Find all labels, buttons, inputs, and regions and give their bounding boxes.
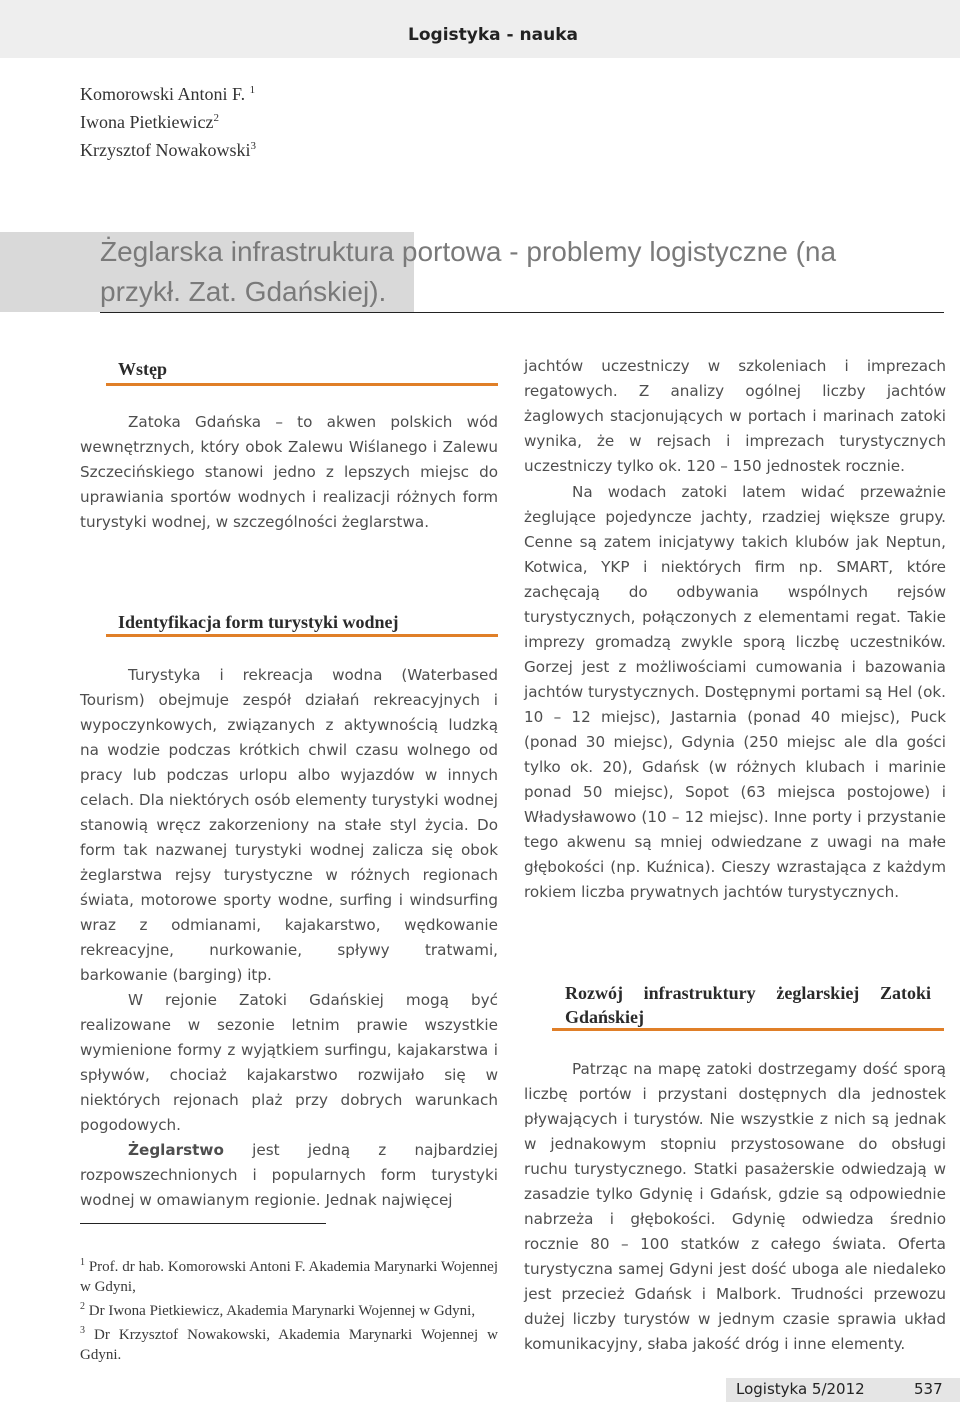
- heading-underline: [552, 1028, 944, 1031]
- section-heading-identyfikacja: Identyfikacja form turystyki wodnej: [118, 612, 399, 632]
- footnote-mark: 1: [80, 1257, 85, 1268]
- footnote-text: Dr Krzysztof Nowakowski, Akademia Marynarki Wojennej w Gdyni.: [80, 1327, 498, 1363]
- footnotes: [80, 1253, 498, 1365]
- author-line: [80, 78, 256, 106]
- body-paragraph: Na wodach zatoki latem widać przeważnie żeglujące pojedyncze jachty, rzadziej większe grupy. Cenne są zatem inicjatywy takich klubów jak Neptun, Kotwica, YKP i niektórych firm np. SMART, które zachęcają do odbywania wspólnych rejsów turystycznych, połączonych z elementami regat. Takie imprezy gromadzą zwykle sporą liczbę uczestników. Gorzej jest z możliwościami cumowania i bazowania jachtów turystycznych. Dostępnymi portami są Hel (ok. 10 – 12 miejsc), Jastarnia (ponad 40 miejsc), Puck (ponad 30 miejsc), Gdynia (250 miejsc ale dla gości tylko ok. 20), Gdańsk (w różnych klubach i marinie ponad 50 miejsc), Sopot (63 miejsca postojowe) i Władysławowo (10 – 12 miejsc). Inne porty i przystanie tego akwenu są mniej odwiedzane z uwagi na małe głębokości (np. Kuźnica). Cieszy wzrastająca z każdym rokiem liczba prywatnych jachtów turystycznych.: [524, 483, 946, 901]
- body-paragraph: W rejonie Zatoki Gdańskiej mogą być realizowane w sezonie letnim prawie wszystkie wymienione formy z wyjątkiem surfingu, kajakarstwa i spływów, chociaż kajakarstwo rozwijało się w niektórych rejonach plaż przy dobrych warunkach pogodowych.: [80, 991, 498, 1134]
- emphasis-term: Żeglarstwo: [128, 1141, 224, 1159]
- page-number: 537: [914, 1380, 943, 1398]
- author-footnote-mark: 3: [250, 140, 256, 152]
- footnote-text: Dr Iwona Pietkiewicz, Akademia Marynarki Wojennej w Gdyni,: [88, 1303, 476, 1319]
- author-line: [80, 106, 256, 134]
- journal-section-label: Logistyka - nauka: [408, 25, 578, 45]
- footnote-mark: 2: [80, 1301, 85, 1312]
- footnote-divider: [80, 1223, 326, 1224]
- author-footnote-mark: 1: [249, 84, 256, 96]
- footnote: [80, 1297, 498, 1321]
- author-footnote-mark: 2: [213, 112, 219, 124]
- body-paragraph: [80, 1138, 498, 1213]
- footnote-mark: 3: [80, 1325, 85, 1336]
- footnote: [80, 1253, 498, 1297]
- intro-paragraph: Zatoka Gdańska – to akwen polskich wód wewnętrznych, który obok Zalewu Wiślanego i Zalewu Szczecińskiego stanowi jedno z lepszych miejsc do uprawiania sportów wodnych i realizacji różnych form turystyki wodnej, w szczególności żeglarstwa.: [80, 413, 498, 531]
- author-name: Iwona Pietkiewicz: [80, 112, 214, 132]
- author-line: [80, 134, 256, 162]
- section-heading-rozwoj: Rozwój infrastruktury żeglarskiej Zatoki Gdańskiej: [565, 983, 931, 1027]
- intro-heading: Wstęp: [118, 359, 167, 379]
- heading-underline: [106, 634, 498, 637]
- author-name: Komorowski Antoni F.: [80, 84, 246, 104]
- footnote: [80, 1321, 498, 1365]
- article-title: Żeglarska infrastruktura portowa - problemy logistyczne (na przykł. Zat. Gdańskiej).: [100, 236, 837, 307]
- body-paragraph: Patrząc na mapę zatoki dostrzegamy dość sporą liczbę portów i przystani dostępnych dla jednostek pływających i turystów. Nie wszystkie z nich są jednak w jednakowym stopniu przystosowane do obsługi ruchu turystycznego. Statki pasażerskie odwiedzają w zasadzie tylko Gdynię i Gdańsk, gdzie są odpowiednie nabrzeża i głębokości. Gdynię odwiedza średnio rocznie 80 – 100 statków z całego świata. Oferta turystyczna samej Gdyni jest dość uboga ale niedaleko jest przecież Gdańsk i Malbork. Trudności przewozu dużej liczby turystów w jednym czasie sprawia układ komunikacyjny, słaba jakość dróg i inne elementy.: [524, 1060, 946, 1353]
- body-paragraph: Turystyka i rekreacja wodna (Waterbased Tourism) obejmuje zespół działań rekreacyjnych i wypoczynkowych, związanych z aktywnością ludzką na wodzie podczas krótkich chwil czasu wolnego od pracy lub podczas urlopu albo wyjazdów w innych celach. Dla niektórych osób elementy turystyki wodnej stanowią wręcz zakorzeniony na stałe styl życia. Do form tak nazwanej turystyki wodnej zalicza się obok żeglarstwa rejsy turystyczne w różnych regionach świata, motorowe sporty wodne, surfing i windsurfing wraz z odmianami, kajakarstwo, wędkowanie rekreacyjne, nurkowanie, spływy tratwami, barkowanie (barging) itp.: [80, 666, 498, 984]
- title-divider: [100, 312, 944, 313]
- journal-issue: Logistyka 5/2012: [736, 1380, 865, 1398]
- paragraph-text: jest jedną z najbardziej rozpowszechnionych i popularnych form turystyki wodnej w omawianym regionie. Jednak najwięcej: [80, 1141, 498, 1209]
- author-list: [80, 78, 256, 162]
- footnote-text: Prof. dr hab. Komorowski Antoni F. Akademia Marynarki Wojennej w Gdyni,: [80, 1259, 499, 1295]
- heading-underline: [106, 383, 498, 386]
- body-paragraph: jachtów uczestniczy w szkoleniach i imprezach regatowych. Z analizy ogólnej liczby jachtów żaglowych stacjonujących w portach i marinach zatoki wynika, że w rejsach i imprezach turystycznych uczestniczy tylko ok. 120 – 150 jednostek rocznie.: [524, 357, 946, 475]
- author-name: Krzysztof Nowakowski: [80, 140, 251, 160]
